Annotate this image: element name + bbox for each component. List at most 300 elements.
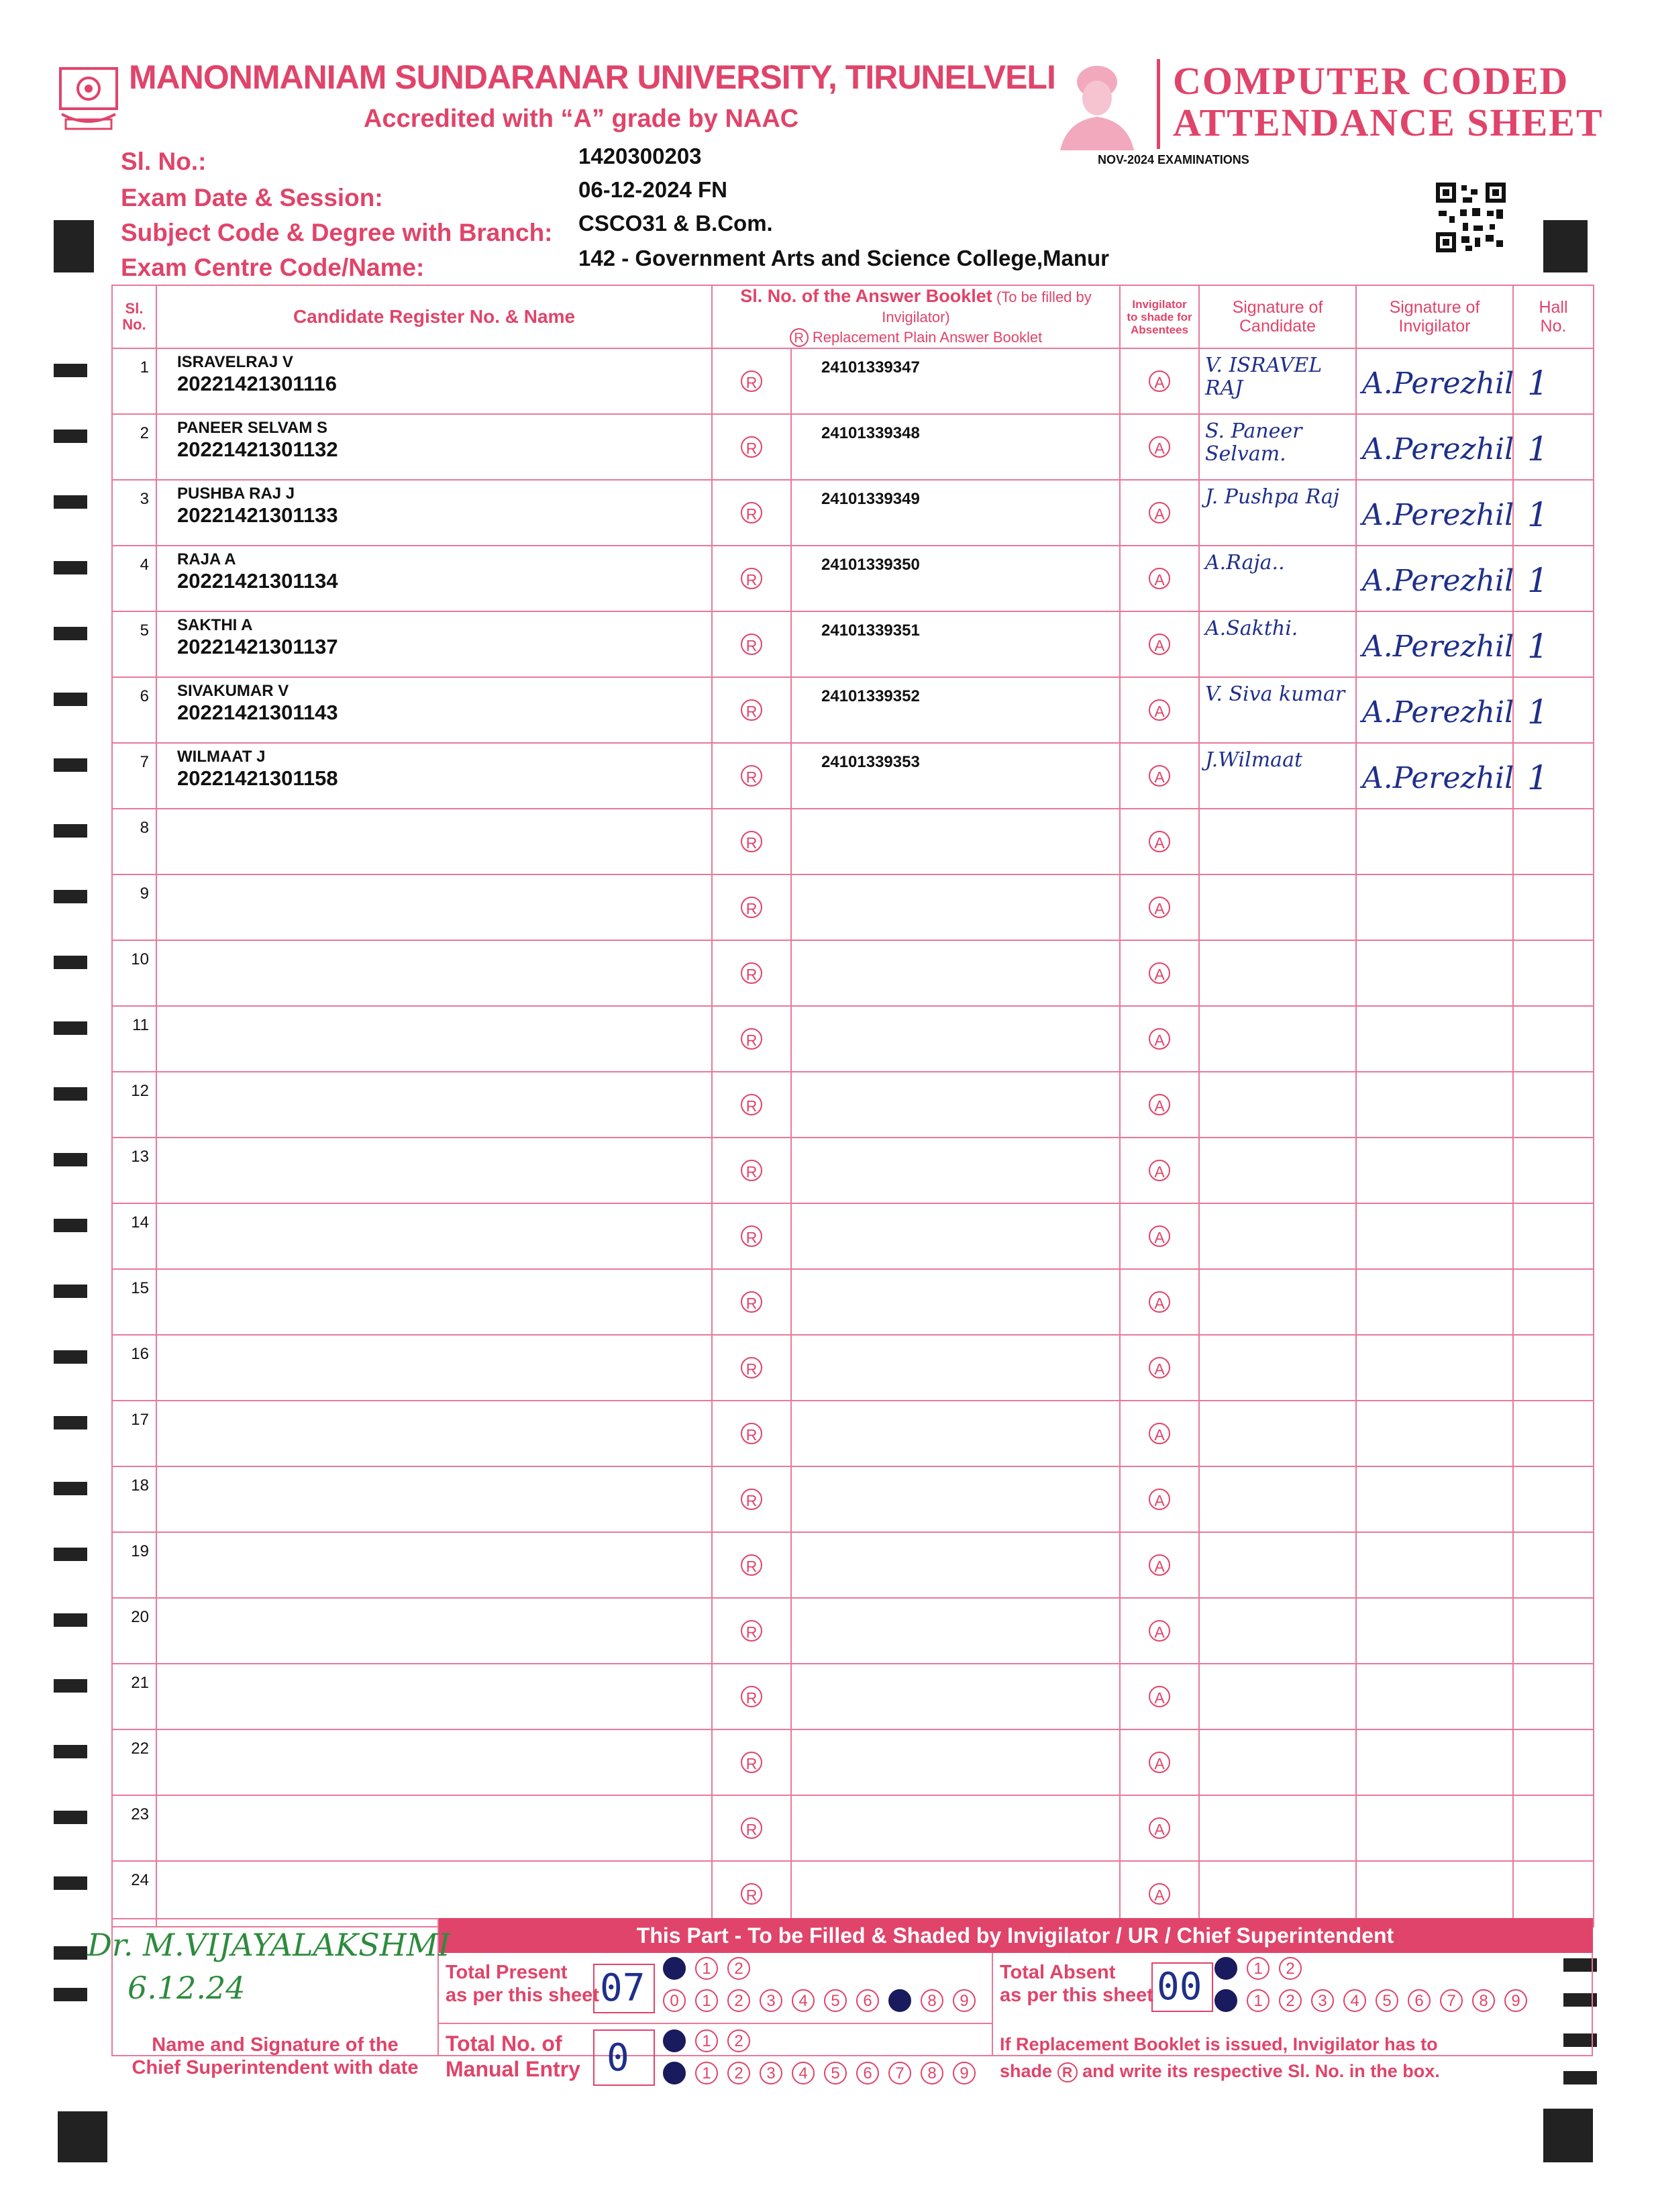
digit-bubble[interactable]: 7	[1440, 1989, 1463, 2012]
candidate-cell	[156, 1335, 712, 1401]
absent-units-bubbles[interactable]	[1214, 1989, 1537, 2012]
replacement-cell	[712, 1401, 791, 1466]
invigilator-signature-cell[interactable]	[1356, 940, 1513, 1006]
digit-bubble[interactable]: 8	[921, 2062, 943, 2084]
invigilator-signature-cell[interactable]	[1356, 743, 1513, 809]
absent-bubble[interactable]: A	[1149, 634, 1170, 655]
invigilator-signature-cell[interactable]	[1356, 348, 1513, 414]
row-sl: 22	[112, 1729, 156, 1795]
replacement-bubble[interactable]: R	[741, 1423, 762, 1444]
replacement-bubble[interactable]: R	[741, 962, 762, 984]
absent-bubble[interactable]: A	[1149, 1752, 1170, 1773]
booklet-number[interactable]: 24101339353	[791, 743, 1120, 809]
digit-bubble[interactable]: 2	[727, 2029, 750, 2052]
hall-cell[interactable]	[1513, 348, 1594, 414]
absent-cell	[1120, 611, 1199, 677]
absent-bubble[interactable]: A	[1149, 1357, 1170, 1378]
replacement-bubble[interactable]: R	[741, 1094, 762, 1115]
absent-bubble[interactable]: A	[1149, 568, 1170, 589]
booklet-number[interactable]	[791, 1466, 1120, 1532]
candidate-register-no: 20221421301133	[177, 503, 338, 527]
hall-number: 1	[1527, 561, 1549, 600]
hall-cell[interactable]	[1513, 1664, 1594, 1729]
absent-bubble[interactable]: A	[1149, 1225, 1170, 1247]
hall-cell[interactable]	[1513, 546, 1594, 611]
hall-cell[interactable]	[1513, 743, 1594, 809]
digit-bubble[interactable]: 4	[792, 1989, 815, 2012]
booklet-number[interactable]: 24101339352	[791, 677, 1120, 743]
replacement-bubble[interactable]: R	[741, 1620, 762, 1642]
replacement-bubble[interactable]: R	[741, 1883, 762, 1905]
hall-cell[interactable]	[1513, 1006, 1594, 1072]
total-absent-label-line2: as per this sheet	[1000, 1984, 1153, 2006]
replacement-cell	[712, 1795, 791, 1861]
digit-bubble[interactable]: 7	[888, 2062, 911, 2084]
invigilator-signature-cell[interactable]	[1356, 874, 1513, 940]
candidate-signature-cell[interactable]	[1199, 1795, 1356, 1861]
replacement-cell	[712, 546, 791, 611]
digit-bubble[interactable]: 0	[663, 2062, 686, 2084]
absent-bubble[interactable]: A	[1149, 370, 1170, 392]
invigilator-signature-cell[interactable]	[1356, 1203, 1513, 1269]
digit-bubble[interactable]: 6	[856, 1989, 879, 2012]
header-booklet-main: Sl. No. of the Answer Booklet	[740, 286, 992, 306]
replacement-cell	[712, 809, 791, 874]
candidate-name: RAJA A	[177, 550, 236, 568]
booklet-number[interactable]	[791, 1269, 1120, 1335]
candidate-signature-cell[interactable]	[1199, 1335, 1356, 1401]
absent-bubble[interactable]: A	[1149, 1489, 1170, 1510]
digit-bubble[interactable]: 2	[1279, 1989, 1302, 2012]
row-sl: 19	[112, 1532, 156, 1598]
candidate-signature-cell[interactable]	[1199, 1861, 1356, 1927]
table-row	[112, 940, 1594, 1006]
candidate-signature-cell[interactable]	[1199, 1466, 1356, 1532]
candidate-signature-cell[interactable]	[1199, 1729, 1356, 1795]
candidate-signature-cell[interactable]	[1199, 1138, 1356, 1203]
candidate-name: PANEER SELVAM S	[177, 419, 328, 437]
chief-superintendent-label	[114, 2033, 436, 2079]
total-present-value: 07	[600, 1966, 645, 2010]
timing-mark	[54, 1811, 87, 1824]
table-row	[112, 1335, 1594, 1401]
absent-bubble[interactable]: A	[1149, 1423, 1170, 1444]
booklet-number[interactable]	[791, 1072, 1120, 1138]
candidate-cell	[156, 677, 712, 743]
table-row	[112, 546, 1594, 611]
chief-signature	[87, 1923, 450, 2009]
invigilator-signature-cell[interactable]	[1356, 1598, 1513, 1664]
absent-bubble[interactable]: A	[1149, 1291, 1170, 1313]
digit-bubble[interactable]: 6	[1408, 1989, 1431, 2012]
absent-bubble[interactable]: A	[1149, 1554, 1170, 1576]
hall-cell[interactable]	[1513, 1795, 1594, 1861]
present-units-bubbles[interactable]	[663, 1989, 985, 2012]
absent-bubble[interactable]: A	[1149, 436, 1170, 458]
booklet-number[interactable]	[791, 809, 1120, 874]
replacement-bubble[interactable]: R	[741, 1686, 762, 1707]
digit-bubble[interactable]: 2	[1279, 1957, 1302, 1980]
invigilator-signature-cell[interactable]	[1356, 480, 1513, 546]
hall-cell[interactable]	[1513, 1335, 1594, 1401]
present-tens-bubbles[interactable]	[663, 1957, 760, 1980]
replacement-bubble[interactable]: R	[741, 1752, 762, 1773]
panel-divider	[437, 2023, 992, 2024]
replacement-bubble[interactable]: R	[741, 502, 762, 523]
row-sl: 9	[112, 874, 156, 940]
row-sl: 16	[112, 1335, 156, 1401]
panel-divider	[992, 1953, 993, 2056]
invigilator-signature-cell[interactable]	[1356, 414, 1513, 480]
absent-cell	[1120, 1598, 1199, 1664]
invigilator-signature-cell[interactable]	[1356, 1006, 1513, 1072]
hall-cell[interactable]	[1513, 1138, 1594, 1203]
replacement-cell	[712, 480, 791, 546]
header-hall-line1: Hall	[1539, 298, 1568, 317]
hall-cell[interactable]	[1513, 611, 1594, 677]
replacement-bubble[interactable]: R	[741, 1817, 762, 1839]
booklet-number[interactable]	[791, 1598, 1120, 1664]
candidate-signature-cell[interactable]	[1199, 809, 1356, 874]
replacement-bubble[interactable]: R	[741, 831, 762, 852]
table-row	[112, 743, 1594, 809]
booklet-number[interactable]	[791, 874, 1120, 940]
candidate-signature-cell[interactable]	[1199, 348, 1356, 414]
digit-bubble[interactable]: 1	[695, 2029, 718, 2052]
digit-bubble[interactable]: 4	[792, 2062, 815, 2084]
candidate-name: SAKTHI A	[177, 616, 253, 634]
candidate-signature-cell[interactable]	[1199, 1006, 1356, 1072]
booklet-number[interactable]	[791, 1335, 1120, 1401]
digit-bubble[interactable]: 3	[760, 2062, 782, 2084]
hall-cell[interactable]	[1513, 1598, 1594, 1664]
hall-cell[interactable]	[1513, 1729, 1594, 1795]
sheet-title-line1: COMPUTER CODED	[1173, 59, 1569, 103]
digit-bubble[interactable]: 1	[695, 1957, 718, 1980]
digit-bubble[interactable]: 0	[663, 1957, 686, 1980]
booklet-number[interactable]	[791, 1795, 1120, 1861]
timing-mark	[54, 430, 87, 443]
hall-cell[interactable]	[1513, 1532, 1594, 1598]
candidate-signature-cell[interactable]	[1199, 1664, 1356, 1729]
invigilator-signature-cell[interactable]	[1356, 1729, 1513, 1795]
digit-bubble[interactable]: 9	[953, 2062, 976, 2084]
manual-entry-label	[446, 2031, 580, 2082]
candidate-register-no: 20221421301158	[177, 766, 338, 790]
candidate-cell	[156, 1795, 712, 1861]
replacement-note-rest: and write its respective Sl. No. in the box.	[1082, 2061, 1440, 2081]
digit-bubble[interactable]: 9	[953, 1989, 976, 2012]
total-absent-box[interactable]	[1151, 1962, 1213, 2012]
replacement-bubble[interactable]: R	[741, 1028, 762, 1050]
absent-bubble[interactable]: A	[1149, 897, 1170, 918]
row-sl: 14	[112, 1203, 156, 1269]
founder-portrait	[1053, 56, 1141, 150]
row-sl: 1	[112, 348, 156, 414]
candidate-cell	[156, 1269, 712, 1335]
centre-value: 142 - Government Arts and Science College,Manur	[578, 246, 1110, 270]
timing-mark	[54, 220, 94, 272]
digit-bubble[interactable]: 4	[1343, 1989, 1366, 2012]
booklet-number[interactable]	[791, 1729, 1120, 1795]
hall-cell[interactable]	[1513, 1861, 1594, 1927]
timing-mark	[54, 1153, 87, 1166]
replacement-bubble[interactable]: R	[741, 1160, 762, 1181]
digit-bubble[interactable]: 1	[1247, 1957, 1270, 1980]
candidate-signature-cell[interactable]	[1199, 677, 1356, 743]
digit-bubble[interactable]: 2	[727, 1957, 750, 1980]
replacement-bubble[interactable]: R	[741, 1225, 762, 1247]
booklet-number[interactable]	[791, 940, 1120, 1006]
timing-mark	[54, 364, 87, 377]
invigilator-signature: A.Perezhil	[1362, 695, 1514, 730]
total-absent-label	[1000, 1961, 1153, 2007]
candidate-signature-cell[interactable]	[1199, 611, 1356, 677]
candidate-signature-cell[interactable]	[1199, 546, 1356, 611]
replacement-cell	[712, 1532, 791, 1598]
candidate-signature-cell[interactable]	[1199, 414, 1356, 480]
university-logo	[56, 62, 121, 136]
invigilator-signature-cell[interactable]	[1356, 1269, 1513, 1335]
replacement-note-line2	[1000, 2058, 1440, 2084]
replacement-cell	[712, 1269, 791, 1335]
invigilator-signature-cell[interactable]	[1356, 1072, 1513, 1138]
absent-cell	[1120, 1203, 1199, 1269]
replacement-bubble[interactable]: R	[741, 1554, 762, 1576]
total-present-label-line1: Total Present	[446, 1962, 568, 1983]
absent-cell	[1120, 1072, 1199, 1138]
digit-bubble[interactable]: 5	[824, 2062, 847, 2084]
hall-cell[interactable]	[1513, 1401, 1594, 1466]
replacement-bubble[interactable]: R	[741, 1357, 762, 1378]
booklet-number[interactable]: 24101339347	[791, 348, 1120, 414]
timing-mark	[54, 1416, 87, 1429]
booklet-number[interactable]	[791, 1138, 1120, 1203]
hall-cell[interactable]	[1513, 414, 1594, 480]
invigilator-signature-cell[interactable]	[1356, 611, 1513, 677]
replacement-cell	[712, 1861, 791, 1927]
invigilator-signature-cell[interactable]	[1356, 809, 1513, 874]
table-row	[112, 677, 1594, 743]
candidate-signature-cell[interactable]	[1199, 1269, 1356, 1335]
hall-cell[interactable]	[1513, 1072, 1594, 1138]
absent-bubble[interactable]: A	[1149, 1883, 1170, 1905]
timing-mark	[54, 1482, 87, 1495]
timing-mark	[54, 1021, 87, 1035]
invigilator-signature: A.Perezhil	[1362, 498, 1514, 532]
replacement-cell	[712, 1335, 791, 1401]
hall-cell[interactable]	[1513, 874, 1594, 940]
candidate-cell	[156, 1532, 712, 1598]
hall-cell[interactable]	[1513, 480, 1594, 546]
invigilator-signature-cell[interactable]	[1356, 1138, 1513, 1203]
timing-mark	[54, 1548, 87, 1561]
replacement-cell	[712, 1006, 791, 1072]
manual-tens-bubbles[interactable]	[663, 2029, 760, 2052]
hall-cell[interactable]	[1513, 1203, 1594, 1269]
absent-bubble[interactable]: A	[1149, 699, 1170, 721]
candidate-signature-cell[interactable]	[1199, 1598, 1356, 1664]
hall-number: 1	[1527, 430, 1549, 468]
absent-bubble[interactable]: A	[1149, 962, 1170, 984]
absent-bubble[interactable]: A	[1149, 1620, 1170, 1642]
absent-cell	[1120, 874, 1199, 940]
absent-cell	[1120, 1729, 1199, 1795]
booklet-number[interactable]	[791, 1861, 1120, 1927]
row-sl: 2	[112, 414, 156, 480]
digit-bubble[interactable]: 9	[1504, 1989, 1527, 2012]
absent-cell	[1120, 546, 1199, 611]
row-sl: 21	[112, 1664, 156, 1729]
timing-mark	[54, 1876, 87, 1890]
hall-cell[interactable]	[1513, 940, 1594, 1006]
digit-bubble[interactable]: 5	[1376, 1989, 1398, 2012]
absent-bubble[interactable]: A	[1149, 1028, 1170, 1050]
digit-bubble[interactable]: 1	[695, 2062, 718, 2084]
table-row	[112, 1664, 1594, 1729]
absent-bubble[interactable]: A	[1149, 1686, 1170, 1707]
replacement-bubble[interactable]: R	[741, 897, 762, 918]
invigilator-signature-cell[interactable]	[1356, 1532, 1513, 1598]
candidate-cell	[156, 414, 712, 480]
digit-bubble[interactable]: 6	[856, 2062, 879, 2084]
total-present-box[interactable]	[593, 1964, 655, 2013]
invigilator-signature-cell[interactable]	[1356, 1335, 1513, 1401]
row-sl: 5	[112, 611, 156, 677]
digit-bubble[interactable]: 0	[663, 2029, 686, 2052]
hall-cell[interactable]	[1513, 1466, 1594, 1532]
candidate-signature: V. ISRAVEL RAJ	[1205, 354, 1323, 400]
invigilator-signature-cell[interactable]	[1356, 1466, 1513, 1532]
hall-cell[interactable]	[1513, 809, 1594, 874]
accreditation-text: Accredited with “A” grade by NAAC	[364, 105, 799, 133]
candidate-signature-cell[interactable]	[1199, 480, 1356, 546]
booklet-number[interactable]: 24101339349	[791, 480, 1120, 546]
manual-entry-box[interactable]	[593, 2029, 655, 2086]
replacement-cell	[712, 414, 791, 480]
booklet-number[interactable]: 24101339351	[791, 611, 1120, 677]
hall-cell[interactable]	[1513, 677, 1594, 743]
absent-bubble[interactable]: A	[1149, 1094, 1170, 1115]
booklet-number[interactable]	[791, 1664, 1120, 1729]
absent-bubble[interactable]: A	[1149, 1160, 1170, 1181]
digit-bubble[interactable]: 3	[1311, 1989, 1334, 2012]
absent-tens-bubbles[interactable]	[1214, 1957, 1311, 1980]
total-present-label	[446, 1961, 599, 2007]
candidate-signature: A.Raja..	[1205, 551, 1285, 574]
digit-bubble[interactable]: 0	[1214, 1989, 1237, 2012]
row-sl: 13	[112, 1138, 156, 1203]
replacement-bubble[interactable]: R	[741, 765, 762, 787]
candidate-name: SIVAKUMAR V	[177, 682, 289, 700]
digit-bubble[interactable]: 1	[1247, 1989, 1270, 2012]
candidate-cell	[156, 611, 712, 677]
header-sigc-line2: Candidate	[1239, 317, 1316, 336]
digit-bubble[interactable]: 7	[888, 1989, 911, 2012]
hall-cell[interactable]	[1513, 1269, 1594, 1335]
candidate-signature-cell[interactable]	[1199, 874, 1356, 940]
hall-number: 1	[1527, 758, 1549, 797]
candidate-signature-cell[interactable]	[1199, 940, 1356, 1006]
candidate-cell	[156, 1401, 712, 1466]
row-sl: 8	[112, 809, 156, 874]
absent-bubble[interactable]: A	[1149, 831, 1170, 852]
candidate-cell	[156, 1072, 712, 1138]
replacement-bubble[interactable]: R	[741, 634, 762, 655]
digit-bubble[interactable]: 1	[695, 1989, 718, 2012]
candidate-signature-cell[interactable]	[1199, 1072, 1356, 1138]
absent-cell	[1120, 1401, 1199, 1466]
invigilator-signature-cell[interactable]	[1356, 1795, 1513, 1861]
hall-number: 1	[1527, 495, 1549, 534]
manual-units-bubbles[interactable]	[663, 2062, 985, 2084]
booklet-number[interactable]	[791, 1006, 1120, 1072]
invigilator-signature-cell[interactable]	[1356, 677, 1513, 743]
booklet-number[interactable]: 24101339348	[791, 414, 1120, 480]
absent-bubble[interactable]: A	[1149, 765, 1170, 787]
digit-bubble[interactable]: 3	[760, 1989, 782, 2012]
absent-cell	[1120, 1664, 1199, 1729]
booklet-number[interactable]	[791, 1401, 1120, 1466]
invigilator-signature-cell[interactable]	[1356, 1401, 1513, 1466]
replacement-cell	[712, 1466, 791, 1532]
absent-cell	[1120, 1335, 1199, 1401]
booklet-number[interactable]	[791, 1203, 1120, 1269]
replacement-cell	[712, 1072, 791, 1138]
digit-bubble[interactable]: 8	[921, 1989, 943, 2012]
candidate-register-no: 20221421301134	[177, 569, 338, 593]
digit-bubble[interactable]: 8	[1472, 1989, 1495, 2012]
candidate-signature-cell[interactable]	[1199, 1401, 1356, 1466]
booklet-number[interactable]: 24101339350	[791, 546, 1120, 611]
absent-bubble[interactable]: A	[1149, 1817, 1170, 1839]
table-row	[112, 809, 1594, 874]
header-hall-line2: No.	[1540, 317, 1567, 336]
replacement-bubble[interactable]: R	[741, 568, 762, 589]
invigilator-signature: A.Perezhil	[1362, 630, 1514, 664]
digit-bubble[interactable]: 0	[1214, 1957, 1237, 1980]
candidate-cell	[156, 809, 712, 874]
header-invig-line2: to shade for	[1127, 310, 1192, 323]
candidate-name: ISRAVELRAJ V	[177, 353, 293, 371]
replacement-cell	[712, 1664, 791, 1729]
digit-bubble[interactable]: 2	[727, 1989, 750, 2012]
replacement-bubble[interactable]: R	[741, 1291, 762, 1313]
invigilator-signature-cell[interactable]	[1356, 1664, 1513, 1729]
replacement-cell	[712, 611, 791, 677]
candidate-signature-cell[interactable]	[1199, 1532, 1356, 1598]
booklet-number[interactable]	[791, 1532, 1120, 1598]
absent-cell	[1120, 940, 1199, 1006]
candidate-signature-cell[interactable]	[1199, 743, 1356, 809]
digit-bubble[interactable]: 5	[824, 1989, 847, 2012]
replacement-bubble[interactable]: R	[741, 370, 762, 392]
replacement-bubble[interactable]: R	[741, 436, 762, 458]
candidate-name: WILMAAT J	[177, 748, 266, 766]
candidate-signature-cell[interactable]	[1199, 1203, 1356, 1269]
replacement-bubble[interactable]: R	[741, 699, 762, 721]
timing-mark	[54, 1613, 87, 1627]
digit-bubble[interactable]: 0	[663, 1989, 686, 2012]
row-sl: 15	[112, 1269, 156, 1335]
absent-bubble[interactable]: A	[1149, 502, 1170, 523]
table-row	[112, 874, 1594, 940]
candidate-cell	[156, 1729, 712, 1795]
invigilator-signature-cell[interactable]	[1356, 546, 1513, 611]
digit-bubble[interactable]: 2	[727, 2062, 750, 2084]
replacement-bubble[interactable]: R	[741, 1489, 762, 1510]
invigilator-signature-cell[interactable]	[1356, 1861, 1513, 1927]
